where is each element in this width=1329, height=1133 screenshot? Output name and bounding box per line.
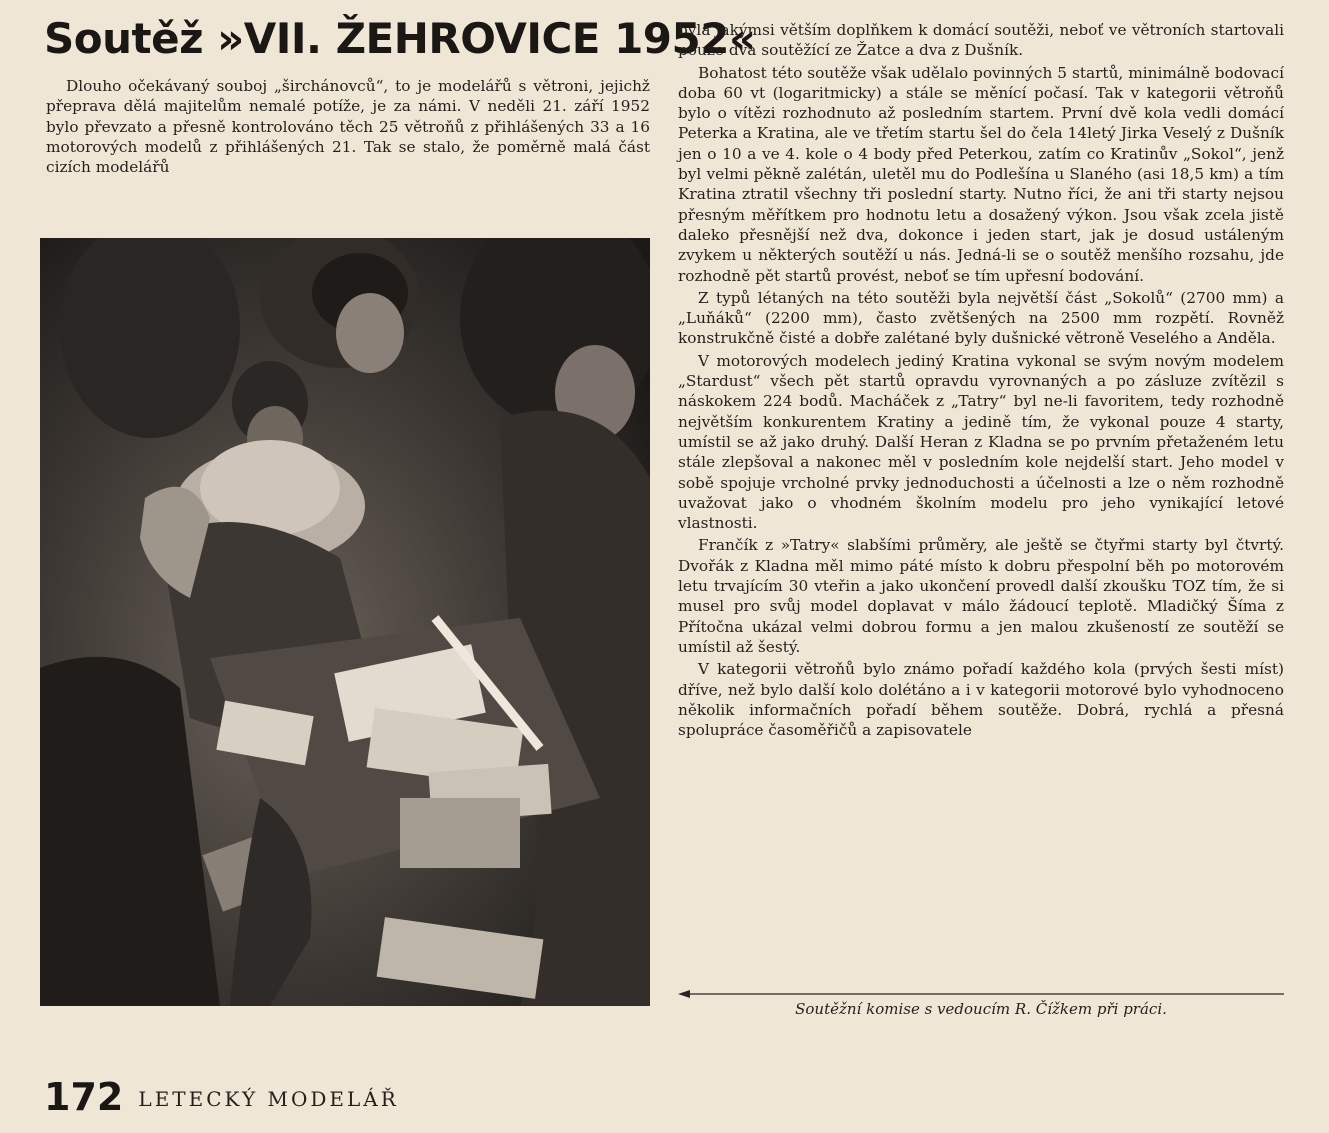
article-intro xyxy=(46,76,650,177)
paragraph-6: V kategorii větroňů bylo známo pořadí každého kola (prvých šesti míst) dříve, než bylo další kolo dolétáno a i v kategorii motorové bylo vyhodnoceno několik informačních pořadí během soutěže. Dobrá, rychlá a přesná spolupráce časoměřičů a zapisovatele xyxy=(678,660,1284,740)
paragraph-4: V motorových modelech jediný Kratina vykonal se svým novým modelem „Stardust“ všech pět startů opravdu vyrovnaných a po zásluze zvítězil s náskokem 224 bodů. Macháček z „Tatry“ byl ne-li favoritem, tedy rozhodně největším konkurentem Kratiny a jedině tím, že vykonal pouze 4 starty, umístil se až jako druhý. Další Heran z Kladna se po prvním přetaženém letu stále zlepšoval a nakonec měl v posledním kole nejdelší start. Jeho model v sobě spojuje vrcholné prvky jednoduchosti a účelnosti a lze o něm rozhodně uvažovat jako o vhodném školním modelu pro jeho vynikající letové vlastnosti. xyxy=(678,351,1284,533)
article-title: Soutěž »VII. ŽEHROVICE 1952« xyxy=(44,14,756,63)
caption-arrow-rule xyxy=(678,988,1284,1000)
photo-caption: Soutěžní komise s vedoucím R. Čížkem při práci. xyxy=(795,1000,1167,1018)
page-footer xyxy=(44,1075,399,1119)
journal-name: LETECKÝ MODELÁŘ xyxy=(138,1087,399,1111)
paragraph-3: Z typů létaných na této soutěži byla největší část „Sokolů“ (2700 mm) a „Luňáků“ (2200 mm), často zvětšených na 2500 mm rozpětí. Rovněž konstrukčně čisté a dobře zalétané byly dušnické větroně Veselého a Anděla. xyxy=(678,288,1284,348)
page-number: 172 xyxy=(44,1075,124,1119)
paragraph-5: Frančík z »Tatry« slabšími průměry, ale ještě se čtyřmi starty byl čtvrtý. Dvořák z Kladna měl mimo páté místo k dobru přespolní běh po motorovém letu trvajícím 30 vteřin a jako ukončení provedl další zkoušku TOZ tím, že si musel pro svůj model doplavat v málo žádoucí teplotě. Mladičký Šíma z Přítočna ukázal velmi dobrou formu a jen malou zkušeností ze soutěží se umístil až šestý. xyxy=(678,536,1284,656)
photo-illustration xyxy=(40,238,650,1006)
article-column-right xyxy=(678,20,1284,742)
paragraph-1: byla jakýmsi větším doplňkem k domácí soutěži, neboť ve větroních startovali pouze dva soutěžící ze Žatce a dva z Dušník. xyxy=(678,21,1284,60)
photo-competition-committee xyxy=(40,238,650,1006)
intro-paragraph: Dlouho očekávaný souboj „širchánovců“, to je modelářů s větroni, jejichž přeprava dělá majitelům nemalé potíže, je za námi. V neděli 21. září 1952 bylo převzato a přesně kontrolováno těch 25 větroňů z přihlášených 33 a 16 motorových modelů z přihlášených 21. Tak se stalo, že poměrně malá část cizích modelářů xyxy=(46,77,650,177)
paragraph-2: Bohatost této soutěže však udělalo povinných 5 startů, minimálně bodovací doba 60 vt (logaritmicky) a stále se měnící počasí. Tak v kategorii větroňů bylo o vítězi rozhodnuto až posledním startem. První dvě kola vedli domácí Peterka a Kratina, ale ve třetím startu šel do čela 14letý Jirka Veselý z Dušník jen o 10 a ve 4. kole o 4 body před Peterkou, zatím co Kratinův „Sokol“, jenž byl velmi pěkně zalétán, uletěl mu do Podlešína u Slaného (asi 18,5 km) a tím Kratina ztratil všechny tři poslední starty. Nutno říci, že ani tři starty nejsou přesným měřítkem pro hodnotu letu a dosažený výkon. Jsou však zcela jistě daleko přesnější než dva, dokonce i jeden start, jak je dosud ustáleným zvykem u některých soutěží u nás. Jedná-li se o soutěž menšího rozsahu, jde rozhodně pět startů provést, neboť se tím upřesní bodování. xyxy=(678,63,1284,285)
